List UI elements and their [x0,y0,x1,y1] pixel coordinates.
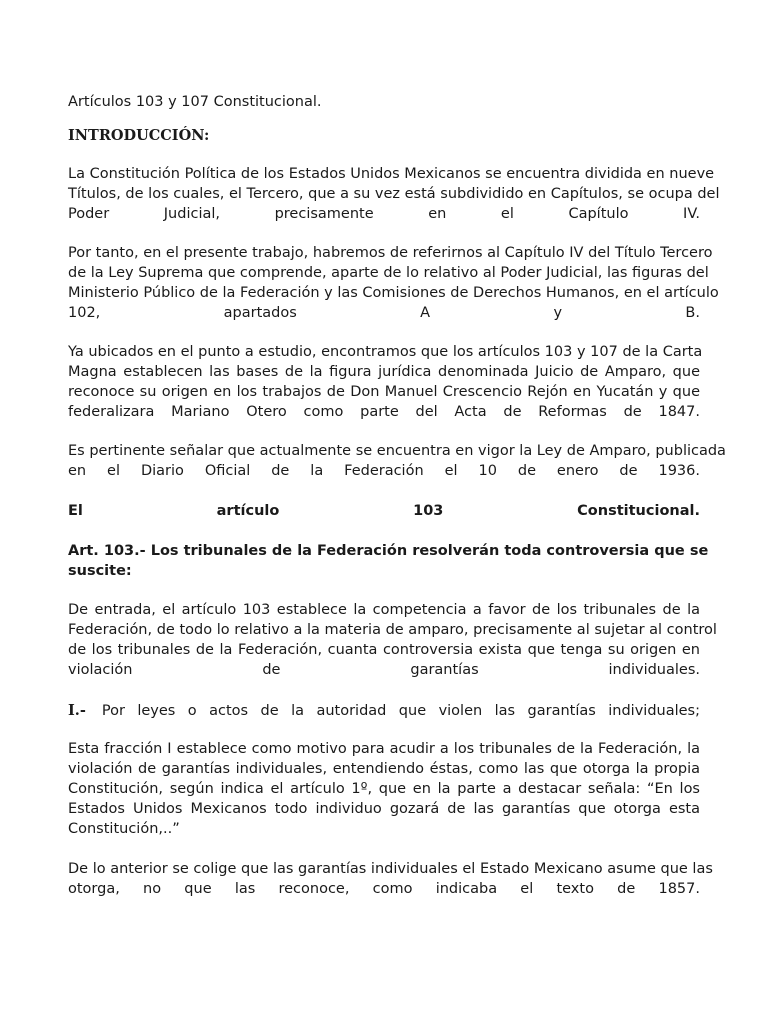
text-line: De entrada, el artículo 103 establece la competencia a favor de los tribunales de la [68,602,700,618]
text-line: La Constitución Política de los Estados Unidos Mexicanos se encuentra dividida en nueve [68,166,715,182]
text-line: de la Ley Suprema que comprende, aparte de lo relativo al Poder Judicial, las figuras del [68,265,709,281]
text-line: Poder Judicial, precisamente en el Capítulo IV. [68,206,700,222]
text-line: Esta fracción I establece como motivo para acudir a los tribunales de la Federación, la [68,741,700,757]
text-line: Magna establecen las bases de la figura jurídica denominada Juicio de Amparo, que [68,364,700,380]
text-line: Ministerio Público de la Federación y las Comisiones de Derechos Humanos, en el artículo [68,285,719,301]
text-line: De lo anterior se colige que las garantías individuales el Estado Mexicano asume que las [68,861,713,877]
text-line: en el Diario Oficial de la Federación el 10 de enero de 1936. [68,463,700,479]
document-title: Artículos 103 y 107 Constitucional. [68,94,322,110]
text-line: 102, apartados A y B. [68,305,700,321]
text-line: Es pertinente señalar que actualmente se encuentra en vigor la Ley de Amparo, publicada [68,443,726,459]
text-line: reconoce su origen en los trabajos de Don Manuel Crescencio Rejón en Yucatán y que [68,384,700,400]
text-line: Por tanto, en el presente trabajo, habremos de referirnos al Capítulo IV del Título Tercero [68,245,713,261]
fraction-i-line [68,701,700,722]
text-line: Constitución, según indica el artículo 1º, que en la parte a destacar señala: “En los [68,781,700,797]
section-heading-introduccion: INTRODUCCIÓN: [68,127,210,144]
section-heading-articulo-103: El artículo 103 Constitucional. [68,503,700,519]
text-line: federalizara Mariano Otero como parte del Acta de Reformas de 1847. [68,404,700,420]
text-line: Estados Unidos Mexicanos todo individuo gozará de las garantías que otorga esta [68,801,700,817]
text-line: de los tribunales de la Federación, cuanta controversia exista que tenga su origen en [68,642,700,658]
article-103-text: suscite: [68,563,132,579]
text-line: Títulos, de los cuales, el Tercero, que a su vez está subdividido en Capítulos, se ocupa del [68,186,720,202]
text-line: Federación, de todo lo relativo a la materia de amparo, precisamente al sujetar al control [68,622,717,638]
text-line: otorga, no que las reconoce, como indicaba el texto de 1857. [68,881,700,897]
fraction-i-text: Por leyes o actos de la autoridad que violen las garantías individuales; [101,703,700,719]
text-line: violación de garantías individuales. [68,662,700,678]
fraction-label: I.- [68,702,86,719]
text-line: violación de garantías individuales, entendiendo éstas, como las que otorga la propia [68,761,700,777]
text-line: Ya ubicados en el punto a estudio, encontramos que los artículos 103 y 107 de la Carta [68,344,703,360]
text-line: Constitución,..” [68,821,180,837]
article-103-text: Art. 103.- Los tribunales de la Federación resolverán toda controversia que se [68,543,709,559]
